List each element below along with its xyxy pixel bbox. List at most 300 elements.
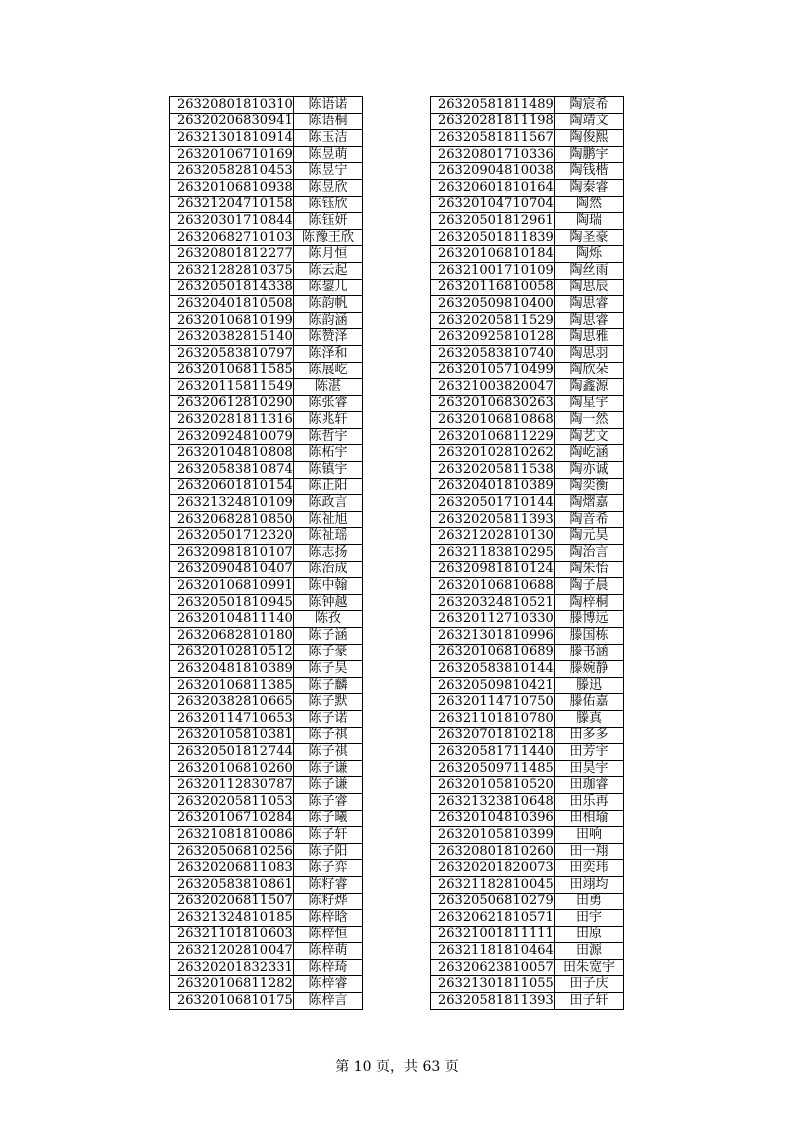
candidate-name: 陶思睿 xyxy=(555,312,624,329)
candidate-name: 滕真 xyxy=(555,710,624,727)
table-row xyxy=(170,97,363,114)
table-row xyxy=(170,611,363,628)
candidate-id: 26320621810571 xyxy=(431,910,555,927)
candidate-name: 陶秦睿 xyxy=(555,179,624,196)
candidate-name: 陈语诺 xyxy=(294,97,363,114)
candidate-name: 滕迅 xyxy=(555,677,624,694)
candidate-id: 26320612810290 xyxy=(170,395,294,412)
table-row xyxy=(431,478,624,495)
candidate-name: 田勇 xyxy=(555,893,624,910)
candidate-id: 26320583810144 xyxy=(431,661,555,678)
table-row xyxy=(431,727,624,744)
candidate-name: 陈钰妍 xyxy=(294,213,363,230)
table-row xyxy=(431,345,624,362)
candidate-id: 26320116810058 xyxy=(431,279,555,296)
table-row xyxy=(170,644,363,661)
candidate-id: 26320106810688 xyxy=(431,578,555,595)
candidate-id: 26320582810453 xyxy=(170,163,294,180)
candidate-name: 陶艺文 xyxy=(555,428,624,445)
candidate-name: 陈泽和 xyxy=(294,345,363,362)
table-row xyxy=(431,644,624,661)
candidate-name: 陶俊熙 xyxy=(555,130,624,147)
candidate-name: 陶丝雨 xyxy=(555,262,624,279)
candidate-id: 26321182810045 xyxy=(431,876,555,893)
candidate-id: 26321181810464 xyxy=(431,943,555,960)
candidate-name: 田珈睿 xyxy=(555,777,624,794)
candidate-name: 陶鹏宇 xyxy=(555,146,624,163)
table-row xyxy=(170,893,363,910)
candidate-name: 滕国栋 xyxy=(555,628,624,645)
right-roster-body xyxy=(431,97,624,1010)
table-row xyxy=(170,379,363,396)
table-row xyxy=(431,793,624,810)
candidate-name: 陈子祺 xyxy=(294,744,363,761)
candidate-name: 陶子晨 xyxy=(555,578,624,595)
candidate-id: 26320501812961 xyxy=(431,213,555,230)
candidate-id: 26320281811316 xyxy=(170,412,294,429)
candidate-name: 田朱宽宇 xyxy=(555,959,624,976)
candidate-name: 陈语桐 xyxy=(294,113,363,130)
candidate-name: 陈籽烨 xyxy=(294,893,363,910)
candidate-id: 26320682710103 xyxy=(170,229,294,246)
candidate-id: 26321323810648 xyxy=(431,793,555,810)
candidate-name: 陈子诺 xyxy=(294,710,363,727)
candidate-name: 陈子豪 xyxy=(294,644,363,661)
candidate-id: 26320401810508 xyxy=(170,296,294,313)
candidate-name: 陈梓琦 xyxy=(294,959,363,976)
candidate-id: 26320583810740 xyxy=(431,345,555,362)
candidate-id: 26320583810797 xyxy=(170,345,294,362)
candidate-id: 26320205811393 xyxy=(431,511,555,528)
candidate-id: 26320924810079 xyxy=(170,428,294,445)
candidate-id: 26321204710158 xyxy=(170,196,294,213)
table-row xyxy=(431,528,624,545)
table-row xyxy=(431,246,624,263)
candidate-id: 26320981810124 xyxy=(431,561,555,578)
table-row xyxy=(431,860,624,877)
table-row xyxy=(431,395,624,412)
candidate-name: 田源 xyxy=(555,943,624,960)
candidate-id: 26320509810421 xyxy=(431,677,555,694)
candidate-name: 田乐再 xyxy=(555,793,624,810)
table-row xyxy=(170,163,363,180)
candidate-id: 26320382810665 xyxy=(170,694,294,711)
candidate-id: 26321324810185 xyxy=(170,910,294,927)
table-row xyxy=(170,926,363,943)
table-row xyxy=(431,113,624,130)
candidate-name: 陈兆轩 xyxy=(294,412,363,429)
table-row xyxy=(170,262,363,279)
table-row xyxy=(170,843,363,860)
candidate-name: 滕婉静 xyxy=(555,661,624,678)
candidate-id: 26320601810154 xyxy=(170,478,294,495)
candidate-id: 26320112830787 xyxy=(170,777,294,794)
candidate-name: 陈梓言 xyxy=(294,993,363,1010)
candidate-id: 26320801710336 xyxy=(431,146,555,163)
candidate-name: 田原 xyxy=(555,926,624,943)
candidate-id: 26320102810262 xyxy=(431,445,555,462)
candidate-id: 26320106810938 xyxy=(170,179,294,196)
right-roster-table xyxy=(430,96,624,1010)
table-row xyxy=(170,179,363,196)
table-row xyxy=(431,710,624,727)
table-row xyxy=(431,926,624,943)
candidate-id: 26321282810375 xyxy=(170,262,294,279)
table-row xyxy=(170,727,363,744)
table-row xyxy=(431,694,624,711)
table-row xyxy=(431,976,624,993)
table-row xyxy=(431,329,624,346)
candidate-id: 26320509711485 xyxy=(431,760,555,777)
candidate-name: 陈梓恒 xyxy=(294,926,363,943)
candidate-id: 26320401810389 xyxy=(431,478,555,495)
candidate-id: 26320581711440 xyxy=(431,744,555,761)
candidate-name: 陈正阳 xyxy=(294,478,363,495)
table-row xyxy=(431,760,624,777)
table-row xyxy=(431,910,624,927)
candidate-name: 陶靖文 xyxy=(555,113,624,130)
table-row xyxy=(170,993,363,1010)
candidate-name: 陈鋆儿 xyxy=(294,279,363,296)
candidate-id: 26320301710844 xyxy=(170,213,294,230)
candidate-id: 26320501710144 xyxy=(431,495,555,512)
table-row xyxy=(431,843,624,860)
table-row xyxy=(170,827,363,844)
table-row xyxy=(431,993,624,1010)
candidate-id: 26320382815140 xyxy=(170,329,294,346)
table-row xyxy=(170,545,363,562)
candidate-name: 陶奕衡 xyxy=(555,478,624,495)
table-row xyxy=(170,976,363,993)
table-row xyxy=(431,428,624,445)
candidate-name: 陈月恒 xyxy=(294,246,363,263)
candidate-id: 26320106810175 xyxy=(170,993,294,1010)
candidate-name: 陈子麟 xyxy=(294,677,363,694)
candidate-name: 陶朱怡 xyxy=(555,561,624,578)
candidate-id: 26320105710499 xyxy=(431,362,555,379)
candidate-name: 滕佑嘉 xyxy=(555,694,624,711)
candidate-name: 陶鑫源 xyxy=(555,379,624,396)
table-row xyxy=(431,362,624,379)
table-row xyxy=(170,677,363,694)
table-row xyxy=(170,279,363,296)
candidate-id: 26320581811489 xyxy=(431,97,555,114)
table-row xyxy=(431,196,624,213)
candidate-name: 陶圣豪 xyxy=(555,229,624,246)
candidate-id: 26320105810381 xyxy=(170,727,294,744)
candidate-id: 26320105810399 xyxy=(431,827,555,844)
candidate-name: 田奕玮 xyxy=(555,860,624,877)
table-row xyxy=(431,959,624,976)
table-row xyxy=(170,710,363,727)
candidate-id: 26320581811393 xyxy=(431,993,555,1010)
candidate-id: 26320581811567 xyxy=(431,130,555,147)
table-row xyxy=(431,279,624,296)
candidate-name: 陈治成 xyxy=(294,561,363,578)
candidate-name: 陈梓萌 xyxy=(294,943,363,960)
candidate-id: 26321081810086 xyxy=(170,827,294,844)
candidate-id: 26320801812277 xyxy=(170,246,294,263)
candidate-id: 26320501712320 xyxy=(170,528,294,545)
table-row xyxy=(170,395,363,412)
candidate-id: 26320114710653 xyxy=(170,710,294,727)
candidate-name: 陈钟越 xyxy=(294,594,363,611)
table-row xyxy=(431,744,624,761)
candidate-name: 陶瑞 xyxy=(555,213,624,230)
candidate-name: 陈子曦 xyxy=(294,810,363,827)
candidate-id: 26320206830941 xyxy=(170,113,294,130)
candidate-id: 26320701810218 xyxy=(431,727,555,744)
table-row xyxy=(431,810,624,827)
table-row xyxy=(431,163,624,180)
candidate-name: 陈子谦 xyxy=(294,777,363,794)
candidate-name: 陶欣朵 xyxy=(555,362,624,379)
table-row xyxy=(170,329,363,346)
table-row xyxy=(431,943,624,960)
candidate-id: 26320981810107 xyxy=(170,545,294,562)
candidate-id: 26321001811111 xyxy=(431,926,555,943)
candidate-id: 26320106811282 xyxy=(170,976,294,993)
candidate-name: 田宇 xyxy=(555,910,624,927)
candidate-id: 26321001710109 xyxy=(431,262,555,279)
left-roster-table xyxy=(169,96,363,1010)
table-row xyxy=(431,827,624,844)
table-row xyxy=(170,312,363,329)
table-row xyxy=(170,113,363,130)
table-row xyxy=(170,528,363,545)
candidate-name: 陶烁 xyxy=(555,246,624,263)
candidate-name: 陈镇宇 xyxy=(294,462,363,479)
candidate-id: 26321183810295 xyxy=(431,545,555,562)
table-row xyxy=(431,545,624,562)
candidate-name: 陈昱宁 xyxy=(294,163,363,180)
table-row xyxy=(170,793,363,810)
table-row xyxy=(431,130,624,147)
candidate-id: 26321202810130 xyxy=(431,528,555,545)
table-row xyxy=(170,196,363,213)
candidate-id: 26320205811053 xyxy=(170,793,294,810)
candidate-id: 26320601810164 xyxy=(431,179,555,196)
candidate-name: 陈昱欣 xyxy=(294,179,363,196)
table-row xyxy=(170,362,363,379)
candidate-name: 陈哲宇 xyxy=(294,428,363,445)
candidate-name: 陈昱萌 xyxy=(294,146,363,163)
candidate-name: 陈籽睿 xyxy=(294,876,363,893)
candidate-id: 26320106811585 xyxy=(170,362,294,379)
candidate-name: 陶思辰 xyxy=(555,279,624,296)
candidate-id: 26320106830263 xyxy=(431,395,555,412)
table-row xyxy=(431,628,624,645)
candidate-id: 26320102810512 xyxy=(170,644,294,661)
table-row xyxy=(431,179,624,196)
table-row xyxy=(170,130,363,147)
candidate-id: 26320106710169 xyxy=(170,146,294,163)
candidate-id: 26320506810279 xyxy=(431,893,555,910)
candidate-name: 陈子轩 xyxy=(294,827,363,844)
candidate-id: 26320682810850 xyxy=(170,511,294,528)
candidate-name: 陈祉旭 xyxy=(294,511,363,528)
table-row xyxy=(170,943,363,960)
table-row xyxy=(170,860,363,877)
candidate-name: 陈豫王欣 xyxy=(294,229,363,246)
table-row xyxy=(170,578,363,595)
candidate-name: 陈子谦 xyxy=(294,760,363,777)
candidate-name: 田翊均 xyxy=(555,876,624,893)
table-row xyxy=(431,677,624,694)
table-row xyxy=(431,312,624,329)
candidate-id: 26320106811385 xyxy=(170,677,294,694)
candidate-name: 田一翔 xyxy=(555,843,624,860)
candidate-id: 26321202810047 xyxy=(170,943,294,960)
candidate-id: 26320623810057 xyxy=(431,959,555,976)
table-row xyxy=(170,462,363,479)
candidate-name: 陈梓睿 xyxy=(294,976,363,993)
candidate-name: 陈玉洁 xyxy=(294,130,363,147)
candidate-id: 26320501811839 xyxy=(431,229,555,246)
candidate-id: 26320501810945 xyxy=(170,594,294,611)
candidate-id: 26320106810260 xyxy=(170,760,294,777)
table-row xyxy=(170,959,363,976)
candidate-id: 26320114710750 xyxy=(431,694,555,711)
candidate-id: 26320324810521 xyxy=(431,594,555,611)
table-row xyxy=(170,810,363,827)
table-row xyxy=(170,594,363,611)
table-row xyxy=(170,345,363,362)
candidate-name: 陶音希 xyxy=(555,511,624,528)
candidate-name: 陈子阳 xyxy=(294,843,363,860)
candidate-name: 陈韵涵 xyxy=(294,312,363,329)
candidate-id: 26320281811198 xyxy=(431,113,555,130)
table-row xyxy=(431,97,624,114)
candidate-name: 田多多 xyxy=(555,727,624,744)
candidate-name: 陈赞泽 xyxy=(294,329,363,346)
table-row xyxy=(431,777,624,794)
candidate-name: 陈展屹 xyxy=(294,362,363,379)
candidate-name: 田昊宇 xyxy=(555,760,624,777)
candidate-name: 陶思雅 xyxy=(555,329,624,346)
candidate-id: 26320583810861 xyxy=(170,876,294,893)
table-row xyxy=(431,561,624,578)
candidate-id: 26321101810603 xyxy=(170,926,294,943)
candidate-id: 26320501814338 xyxy=(170,279,294,296)
table-row xyxy=(170,246,363,263)
table-row xyxy=(170,511,363,528)
candidate-id: 26320925810128 xyxy=(431,329,555,346)
candidate-name: 陈云起 xyxy=(294,262,363,279)
table-row xyxy=(431,611,624,628)
candidate-name: 陈祉瑶 xyxy=(294,528,363,545)
candidate-name: 陶亦诚 xyxy=(555,462,624,479)
candidate-id: 26320115811549 xyxy=(170,379,294,396)
table-row xyxy=(170,229,363,246)
candidate-id: 26320481810389 xyxy=(170,661,294,678)
candidate-name: 陶星宇 xyxy=(555,395,624,412)
candidate-name: 陶屹涵 xyxy=(555,445,624,462)
candidate-id: 26320106710284 xyxy=(170,810,294,827)
table-row xyxy=(170,561,363,578)
table-row xyxy=(431,893,624,910)
table-row xyxy=(170,661,363,678)
candidate-id: 26320904810038 xyxy=(431,163,555,180)
candidate-id: 26320106810184 xyxy=(431,246,555,263)
candidate-id: 26320105810520 xyxy=(431,777,555,794)
table-row xyxy=(431,296,624,313)
candidate-id: 26321324810109 xyxy=(170,495,294,512)
candidate-name: 田芳宇 xyxy=(555,744,624,761)
candidate-id: 26320104710704 xyxy=(431,196,555,213)
left-roster-body xyxy=(170,97,363,1010)
candidate-id: 26321101810780 xyxy=(431,710,555,727)
table-row xyxy=(431,412,624,429)
candidate-id: 26320106810868 xyxy=(431,412,555,429)
table-row xyxy=(170,428,363,445)
candidate-name: 陶思睿 xyxy=(555,296,624,313)
candidate-name: 陈孜 xyxy=(294,611,363,628)
table-row xyxy=(170,495,363,512)
candidate-name: 陈梓晗 xyxy=(294,910,363,927)
table-row xyxy=(170,146,363,163)
candidate-name: 陈韵帆 xyxy=(294,296,363,313)
candidate-name: 陈子祺 xyxy=(294,727,363,744)
candidate-name: 陈子涵 xyxy=(294,628,363,645)
candidate-id: 26321301810996 xyxy=(431,628,555,645)
table-row xyxy=(431,511,624,528)
candidate-name: 陈张睿 xyxy=(294,395,363,412)
table-row xyxy=(170,478,363,495)
candidate-name: 陶然 xyxy=(555,196,624,213)
candidate-id: 26320201820073 xyxy=(431,860,555,877)
candidate-id: 26321301810914 xyxy=(170,130,294,147)
candidate-id: 26320501812744 xyxy=(170,744,294,761)
candidate-id: 26320106810199 xyxy=(170,312,294,329)
candidate-name: 陈子弈 xyxy=(294,860,363,877)
candidate-id: 26320682810180 xyxy=(170,628,294,645)
candidate-id: 26320206811507 xyxy=(170,893,294,910)
table-row xyxy=(170,760,363,777)
candidate-id: 26320106810689 xyxy=(431,644,555,661)
table-row xyxy=(170,910,363,927)
candidate-name: 陈柘宇 xyxy=(294,445,363,462)
candidate-name: 陈子昊 xyxy=(294,661,363,678)
table-row xyxy=(170,777,363,794)
candidate-name: 陈钰欣 xyxy=(294,196,363,213)
candidate-name: 陶钱楷 xyxy=(555,163,624,180)
candidate-name: 陶元昊 xyxy=(555,528,624,545)
candidate-id: 26320206811083 xyxy=(170,860,294,877)
page-footer: 第 10 页，共 63 页 xyxy=(335,1059,459,1075)
candidate-name: 陈子默 xyxy=(294,694,363,711)
candidate-id: 26320106811229 xyxy=(431,428,555,445)
table-row xyxy=(431,213,624,230)
table-row xyxy=(431,379,624,396)
candidate-name: 陈湛 xyxy=(294,379,363,396)
table-row xyxy=(431,495,624,512)
candidate-name: 滕博远 xyxy=(555,611,624,628)
table-row xyxy=(170,412,363,429)
candidate-name: 陈子睿 xyxy=(294,793,363,810)
candidate-name: 陶熠嘉 xyxy=(555,495,624,512)
candidate-name: 陶宸希 xyxy=(555,97,624,114)
candidate-id: 26320506810256 xyxy=(170,843,294,860)
table-row xyxy=(431,594,624,611)
candidate-id: 26320509810400 xyxy=(431,296,555,313)
candidate-name: 陶治言 xyxy=(555,545,624,562)
candidate-id: 26320201832331 xyxy=(170,959,294,976)
candidate-id: 26320801810310 xyxy=(170,97,294,114)
candidate-id: 26320801810260 xyxy=(431,843,555,860)
candidate-name: 陈政言 xyxy=(294,495,363,512)
candidate-id: 26320106810991 xyxy=(170,578,294,595)
